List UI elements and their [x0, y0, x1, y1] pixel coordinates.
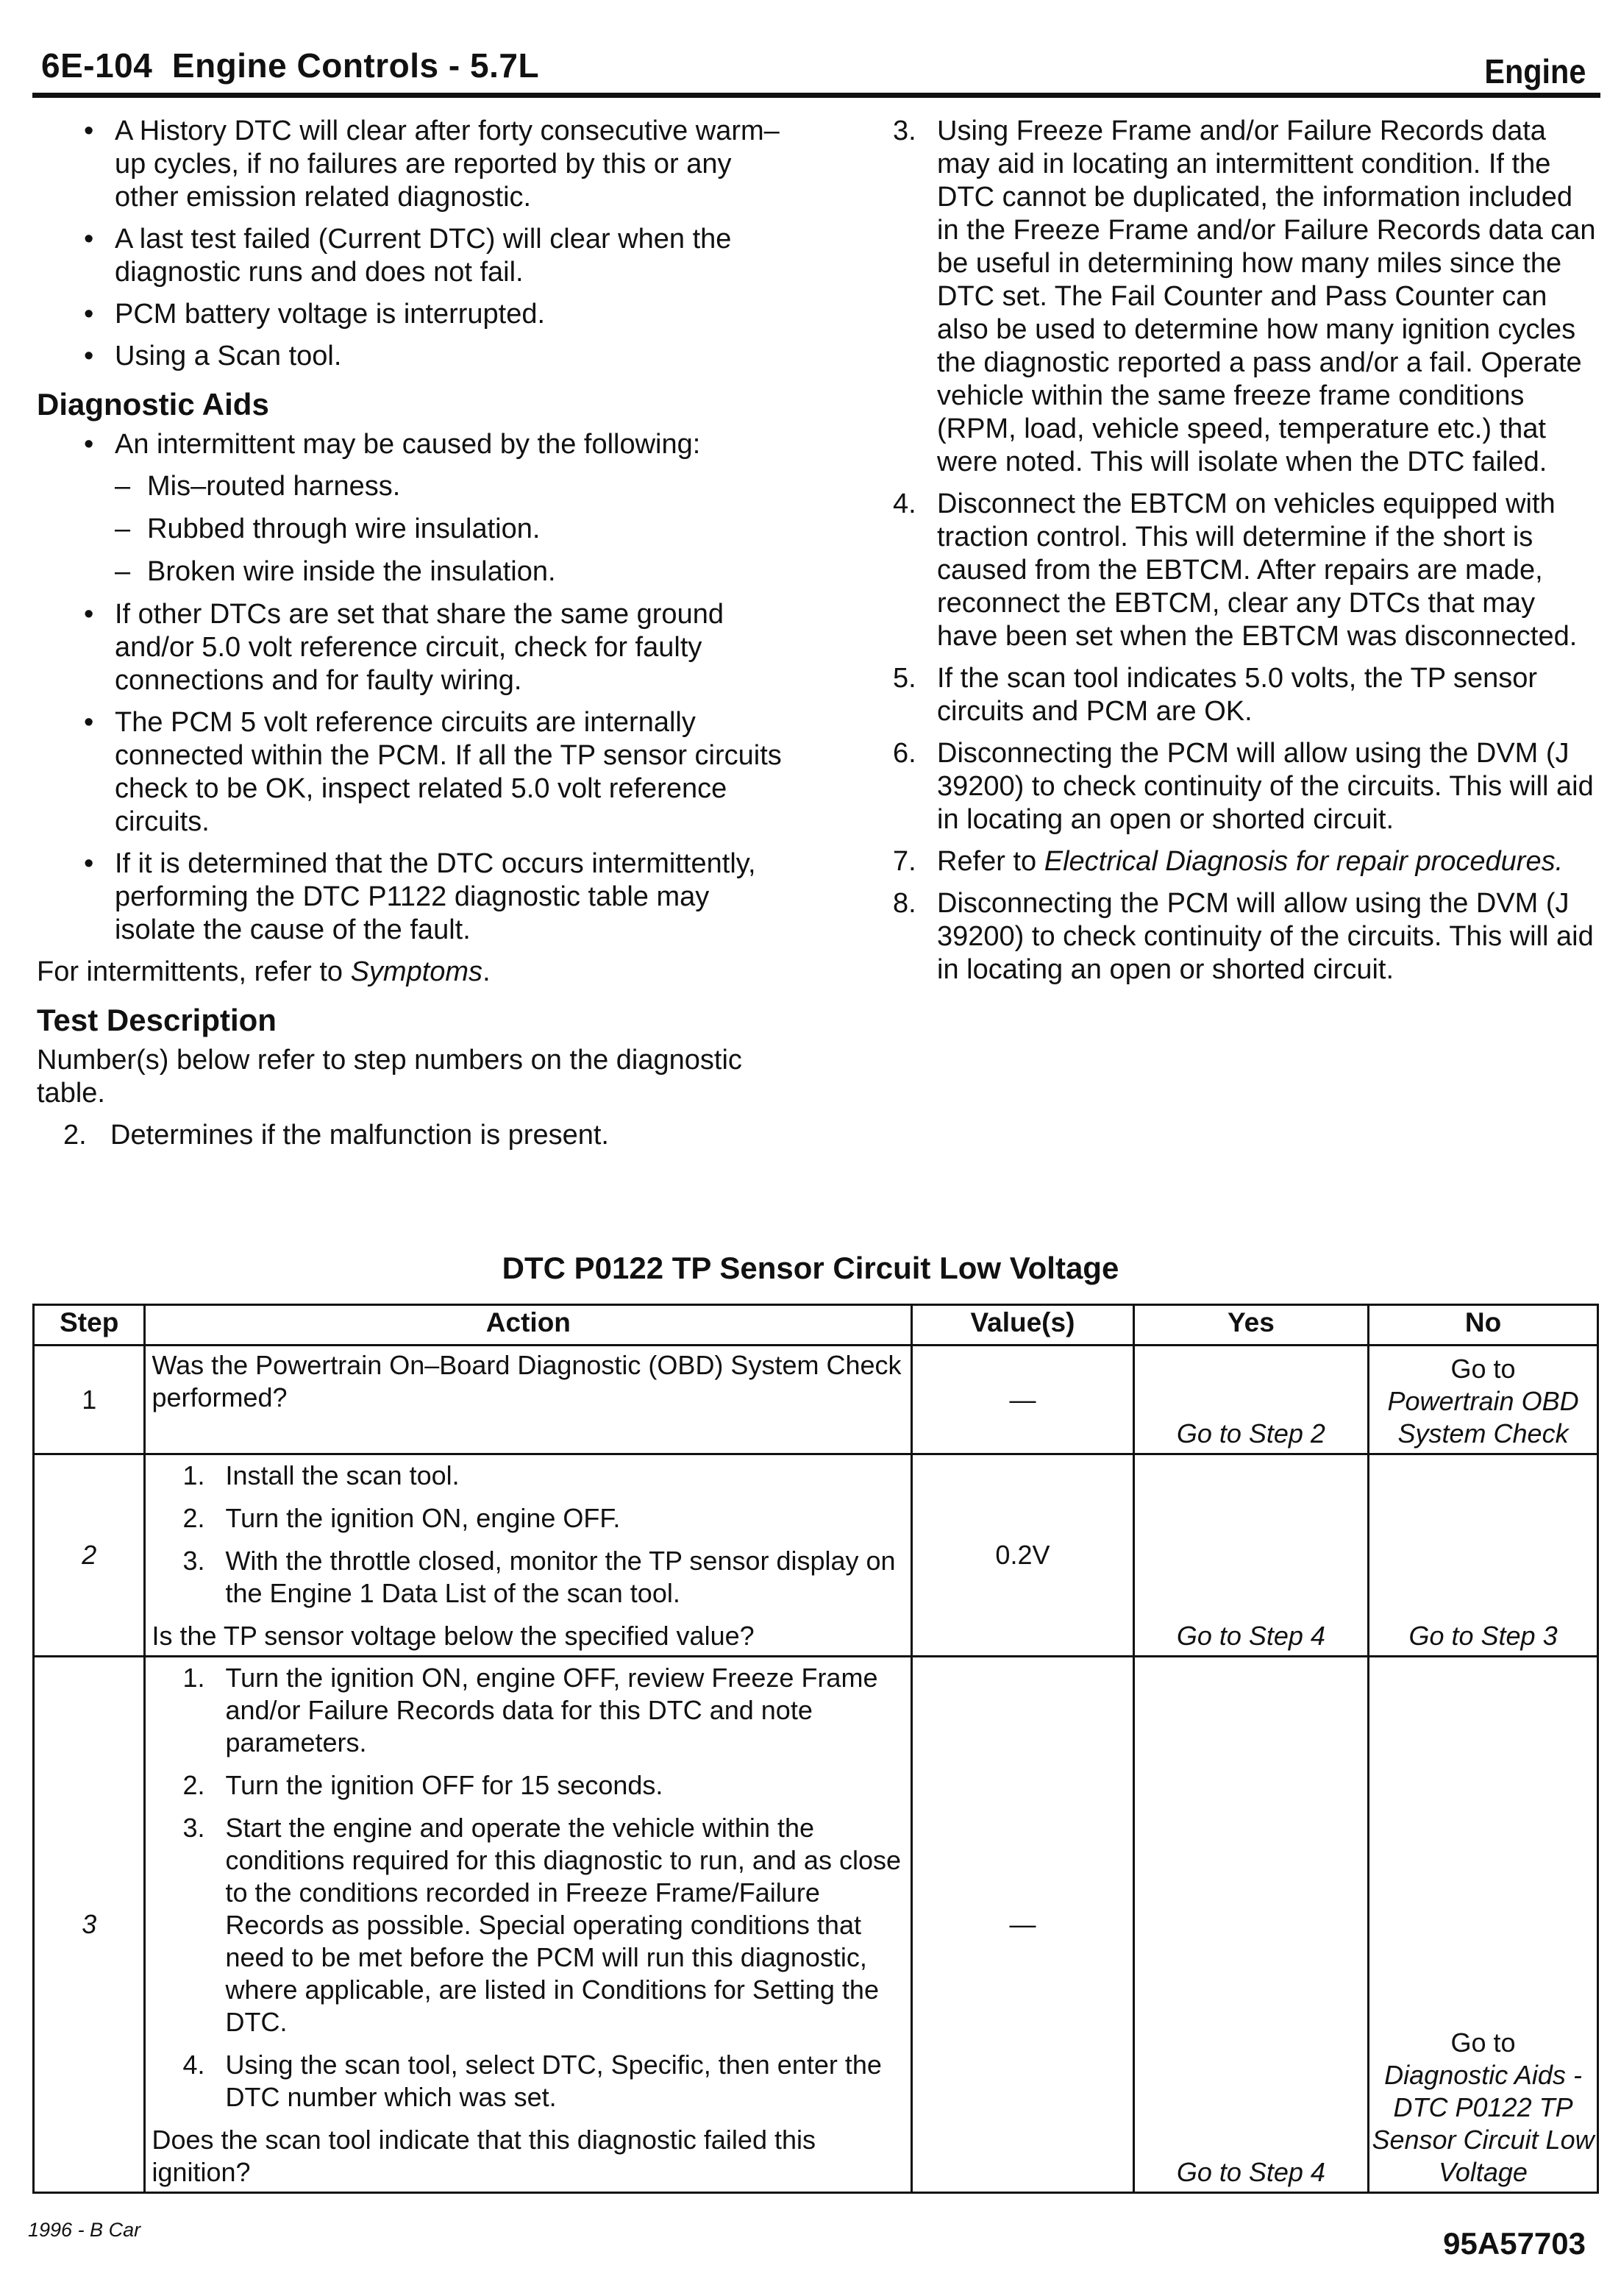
step-question: Does the scan tool indicate that this diagnostic failed this ignition? — [152, 2125, 816, 2187]
step-no: Go to Powertrain OBD System Check — [1369, 1346, 1598, 1454]
step-action — [145, 1346, 912, 1454]
page-header-section: Engine — [1483, 52, 1586, 90]
step-value: 0.2V — [912, 1454, 1133, 1657]
table-title: DTC P0122 TP Sensor Circuit Low Voltage — [502, 1251, 1119, 1285]
page-header-title: 6E-104 Engine Controls - 5.7L — [41, 46, 540, 85]
step-no: Go to Step 3 — [1369, 1454, 1598, 1657]
step-value: — — [912, 1346, 1133, 1454]
table-row — [34, 1454, 1598, 1657]
test-description-item: 2. Determines if the malfunction is present. — [63, 1120, 609, 1151]
table-header-row — [34, 1305, 1598, 1346]
step-action — [145, 1454, 912, 1657]
diagnostic-aids-heading: Diagnostic Aids — [37, 387, 269, 422]
footer-document-id: 95A57703 — [1443, 2226, 1586, 2261]
symptoms-reference: Symptoms — [350, 956, 483, 987]
test-description-intro: Number(s) below refer to step numbers on the diagnostic table. — [37, 1045, 742, 1109]
test-description-item: 7. Refer to Electrical Diagnosis for repair procedures. — [893, 846, 1564, 877]
test-description-item: 4. Disconnect the EBTCM on vehicles equipped with traction control. This will determine if the short is caused from the EBTCM. After repairs are made, reconnect the EBTCM, clear any DTCs that may have been set when the EBTCM was disconnected. — [893, 488, 1578, 652]
list-item: • The PCM 5 volt reference circuits are internally connected within the PCM. If all the TP sensor circuits check to be OK, inspect related 5.0 volt reference circuits. — [84, 707, 782, 837]
step-number: 2 — [34, 1454, 145, 1657]
column-header-no: No — [1369, 1305, 1598, 1346]
step-action — [145, 1657, 912, 2193]
action-item: 2. Turn the ignition ON, engine OFF. — [182, 1503, 621, 1533]
list-item: • A last test failed (Current DTC) will clear when the diagnostic runs and does not fail. — [84, 224, 732, 288]
footer-vehicle: 1996 - B Car — [28, 2219, 141, 2241]
action-item: 4. Using the scan tool, select DTC, Specific, then enter the DTC number which was set. — [182, 2050, 882, 2112]
electrical-diagnosis-reference: Electrical Diagnosis for repair procedures. — [1044, 846, 1564, 877]
step-no: Go to Diagnostic Aids - DTC P0122 TP Sensor Circuit Low Voltage — [1369, 1657, 1598, 2193]
list-item: • If it is determined that the DTC occurs intermittently, performing the DTC P1122 diagnostic table may isolate the cause of the fault. — [84, 848, 756, 945]
list-item: • If other DTCs are set that share the same ground and/or 5.0 volt reference circuit, check for faulty connections and for faulty wiring. — [84, 599, 724, 696]
right-column — [875, 115, 1596, 995]
test-description-item: 3. Using Freeze Frame and/or Failure Records data may aid in locating an intermittent condition. If the DTC cannot be duplicated, the information included in the Freeze Frame and/or Failure Records data can be useful in determining how many miles since the DTC set. The Fail Counter and Pass Counter can also be used to determine how many ignition cycles the diagnostic reported a pass and/or a fail. Operate vehicle within the same freeze frame conditions (RPM, load, vehicle speed, temperature etc.) that were noted. This will isolate when the DTC failed. — [893, 115, 1596, 477]
list-item: • An intermittent may be caused by the following: — [84, 429, 701, 460]
step-yes: Go to Step 4 — [1133, 1454, 1368, 1657]
header-rule — [32, 93, 1600, 98]
step-number: 1 — [34, 1346, 145, 1454]
list-item: • A History DTC will clear after forty consecutive warm–up cycles, if no failures are reported by this or any other emission related diagnostic. — [84, 115, 780, 213]
test-description-heading: Test Description — [37, 1003, 277, 1037]
table-row — [34, 1346, 1598, 1454]
step-question: Is the TP sensor voltage below the specified value? — [152, 1621, 755, 1651]
list-item: • PCM battery voltage is interrupted. — [84, 299, 546, 330]
test-description-item: 8. Disconnecting the PCM will allow using the DVM (J 39200) to check continuity of the circuits. This will aid in locating an open or shorted circuit. — [893, 888, 1594, 985]
sub-list-item: – Mis–routed harness. — [115, 471, 401, 502]
step-yes: Go to Step 2 — [1133, 1346, 1368, 1454]
step-number: 3 — [34, 1657, 145, 2193]
test-description-item: 6. Disconnecting the PCM will allow using the DVM (J 39200) to check continuity of the circuits. This will aid in locating an open or shorted circuit. — [893, 738, 1594, 835]
test-description-item: 5. If the scan tool indicates 5.0 volts, the TP sensor circuits and PCM are OK. — [893, 663, 1538, 727]
column-header-action: Action — [145, 1305, 912, 1346]
intermittents-note: For intermittents, refer to Symptoms. — [37, 956, 491, 987]
diagnostic-table — [32, 1304, 1599, 2194]
left-column — [37, 115, 794, 1161]
action-item: 3. Start the engine and operate the vehicle within the conditions required for this diagnostic to run, and as close to the conditions recorded in Freeze Frame/Failure Records as possible. Special operating conditions that need to be met before the PCM will run this diagnostic, where applicable, are listed in Conditions for Setting the DTC. — [182, 1813, 901, 2037]
action-item: 2. Turn the ignition OFF for 15 seconds. — [182, 1770, 663, 1800]
step-question: Was the Powertrain On–Board Diagnostic (OBD) System Check performed? — [152, 1350, 902, 1412]
step-value: — — [912, 1657, 1133, 2193]
column-header-yes: Yes — [1133, 1305, 1368, 1346]
action-item: 1. Install the scan tool. — [182, 1460, 460, 1490]
action-item: 3. With the throttle closed, monitor the TP sensor display on the Engine 1 Data List of the scan tool. — [182, 1546, 896, 1608]
table-row — [34, 1657, 1598, 2193]
column-header-step: Step — [34, 1305, 145, 1346]
column-header-values: Value(s) — [912, 1305, 1133, 1346]
action-item: 1. Turn the ignition ON, engine OFF, review Freeze Frame and/or Failure Records data for this DTC and note parameters. — [182, 1663, 878, 1757]
list-item: • Using a Scan tool. — [84, 341, 342, 372]
step-yes: Go to Step 4 — [1133, 1657, 1368, 2193]
sub-list-item: – Broken wire inside the insulation. — [115, 556, 556, 587]
sub-list-item: – Rubbed through wire insulation. — [115, 513, 541, 544]
